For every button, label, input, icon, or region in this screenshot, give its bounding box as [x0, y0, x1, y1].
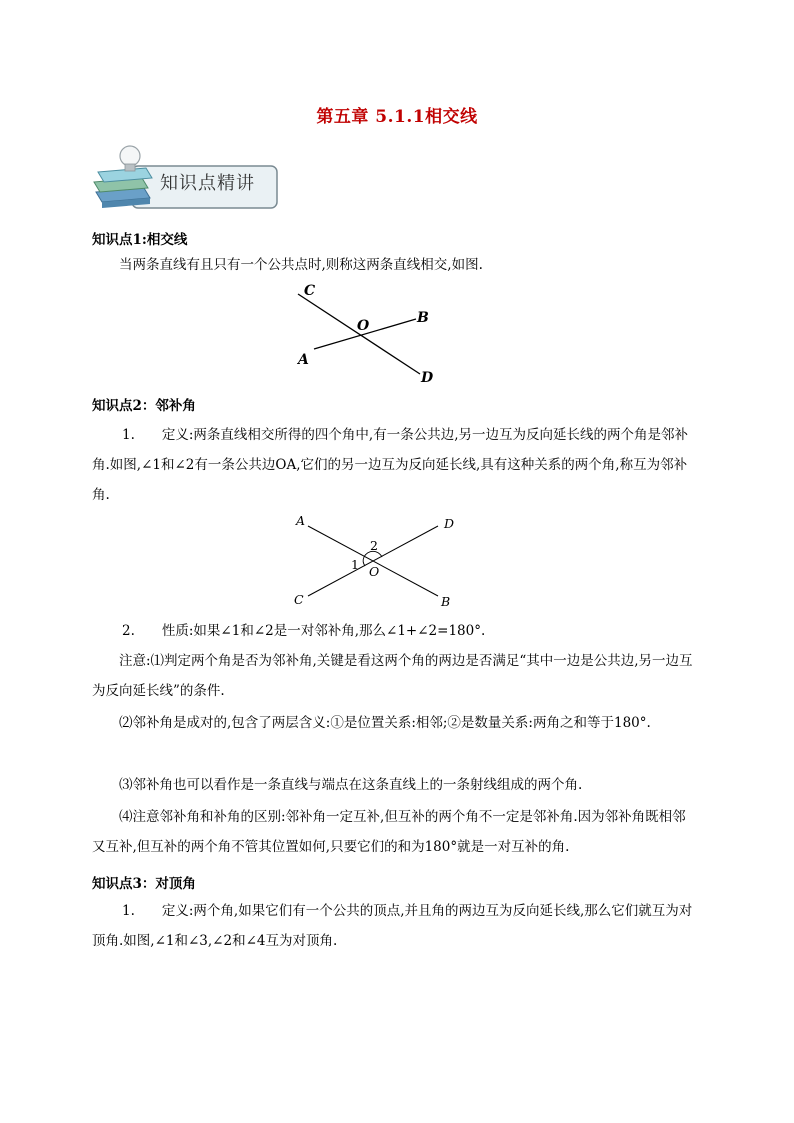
page-title: 第五章 5.1.1相交线 [316, 107, 478, 127]
kp2-property: 2. 性质:如果∠1和∠2是一对邻补角,那么∠1+∠2=180°. [122, 623, 486, 639]
label-c: C [304, 283, 316, 299]
label-angle-1: 1 [351, 557, 359, 572]
kp2-note-2: ⑵邻补角是成对的,包含了两层含义:①是位置关系:相邻;②是数量关系:两角之和等于180°. [119, 715, 651, 731]
kp1-text: 当两条直线有且只有一个公共点时,则称这两条直线相交,如图. [119, 257, 483, 273]
knowledge-banner [92, 142, 282, 218]
label-b: B [417, 310, 429, 326]
label-c: C [294, 592, 304, 607]
adjacent-angles-figure [288, 512, 463, 612]
kp2-heading: 知识点2：邻补角 [92, 398, 196, 414]
label-d: D [421, 370, 434, 385]
angle-1-arc [363, 557, 365, 566]
kp2-definition: 1. 定义:两条直线相交所得的四个角中,有一条公共边,另一边互为反向延长线的两个角是邻补角.如图,∠1和∠2有一条公共边OA,它们的另一边互为反向延长线,具有这种关系的两个角,称互为邻补角. [92, 427, 689, 503]
line-cd [298, 294, 420, 374]
kp2-note-3: ⑶邻补角也可以看作是一条直线与端点在这条直线上的一条射线组成的两个角. [119, 777, 583, 793]
label-a: A [298, 352, 309, 368]
label-b: B [441, 594, 451, 609]
banner-label: 知识点精讲 [160, 173, 255, 194]
kp3-definition: 1. 定义:两个角,如果它们有一个公共的顶点,并且角的两边互为反向延长线,那么它们就互为对顶角.如图,∠1和∠3,∠2和∠4互为对顶角. [92, 903, 693, 949]
label-o: O [357, 318, 370, 334]
kp3-heading: 知识点3：对顶角 [92, 876, 196, 892]
label-d: D [444, 516, 455, 531]
kp2-note-4: ⑷注意邻补角和补角的区别:邻补角一定互补,但互补的两个角不一定是邻补角.因为邻补角既相邻又互补,但互补的两个角不管其位置如何,只要它们的和为180°就是一对互补的角. [92, 809, 686, 855]
kp1-heading: 知识点1:相交线 [92, 232, 188, 248]
kp2-note-1: 注意:⑴判定两个角是否为邻补角,关键是看这两个角的两边是否满足“其中一边是公共边,另一边互为反向延长线”的条件. [92, 653, 693, 699]
intersecting-lines-figure [290, 280, 450, 385]
label-angle-2: 2 [370, 538, 378, 553]
label-o: O [369, 564, 380, 579]
label-a: A [296, 513, 306, 528]
